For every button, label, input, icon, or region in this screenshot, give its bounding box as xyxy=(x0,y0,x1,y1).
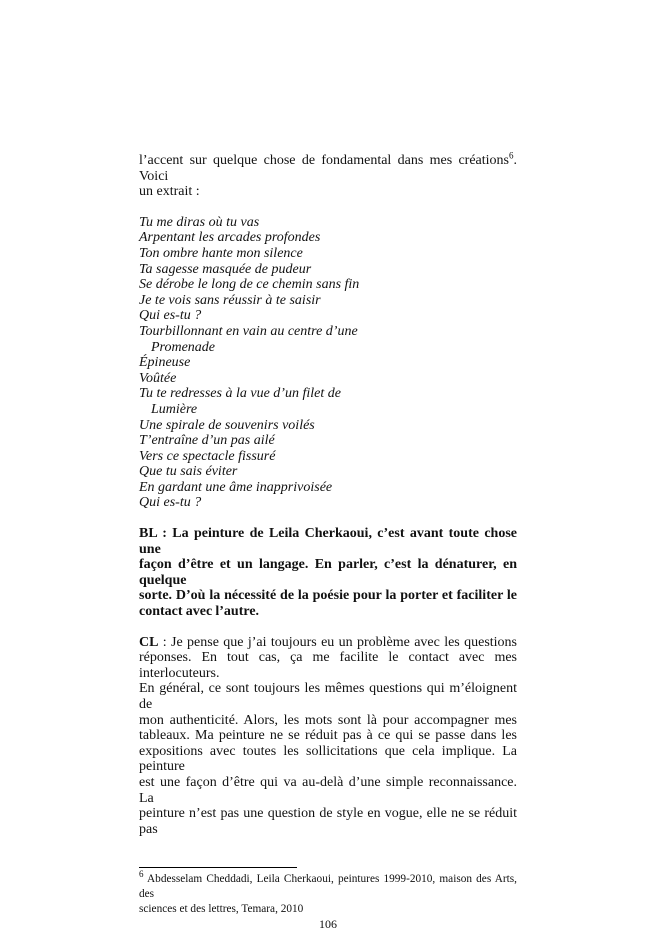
speaker-label: CL xyxy=(139,634,159,650)
poem xyxy=(139,215,517,511)
cl-line: tableaux. Ma peinture ne se réduit pas à ce qui se passe dans les xyxy=(139,728,517,744)
poem-line: T’entraîne d’un pas ailé xyxy=(139,433,275,449)
poem-line: Ton ombre hante mon silence xyxy=(139,245,303,261)
cl-line: est une façon d’être qui va au-delà d’une simple reconnaissance. La xyxy=(139,774,517,806)
poem-line: Lumière xyxy=(151,401,198,417)
cl-line: réponses. En tout cas, ça me facilite le contact avec mes interlocuteurs. xyxy=(139,650,517,681)
bl-line: sorte. D’où la nécessité de la poésie pour la porter et faciliter le xyxy=(139,588,517,604)
poem-line: Qui es-tu ? xyxy=(139,308,202,324)
poem-line: Voûtée xyxy=(139,370,177,386)
poem-line: Épineuse xyxy=(139,355,191,371)
intro-line: un extrait : xyxy=(139,184,200,200)
poem-line: En gardant une âme inapprivoisée xyxy=(139,479,333,495)
cl-text: : Je pense que j’ai toujours eu un problème avec les questions xyxy=(158,634,517,650)
footnote-number: 6 xyxy=(139,869,144,880)
bl-line: façon d’être et un langage. En parler, c’est la dénaturer, en quelque xyxy=(139,557,517,588)
poem-line: Une spirale de souvenirs voilés xyxy=(139,417,315,433)
cl-line: mon authenticité. Alors, les mots sont là pour accompagner mes xyxy=(139,712,517,728)
poem-line: Promenade xyxy=(151,339,216,355)
footnote-line: sciences et des lettres, Temara, 2010 xyxy=(139,903,304,916)
poem-line: Ta sagesse masquée de pudeur xyxy=(139,261,312,277)
cl-line: En général, ce sont toujours les mêmes questions qui m’éloignent de xyxy=(139,681,517,712)
poem-line: Tu me diras où tu vas xyxy=(139,214,260,230)
poem-line: Vers ce spectacle fissuré xyxy=(139,448,276,464)
poem-line: Je te vois sans réussir à te saisir xyxy=(139,292,321,308)
footnote-divider xyxy=(139,867,297,868)
bl-question xyxy=(139,526,517,620)
intro-line xyxy=(139,150,517,184)
footnote-line xyxy=(139,869,517,902)
intro-paragraph xyxy=(139,150,517,200)
footnote-reference[interactable]: 6 xyxy=(509,150,514,161)
intro-text: l’accent sur quelque chose de fondamental dans mes créations xyxy=(139,153,509,168)
page-body xyxy=(139,0,517,932)
intro-text-end: . Voici xyxy=(139,153,517,184)
poem-line: Tourbillonnant en vain au centre d’une xyxy=(139,323,358,339)
page-number: 106 xyxy=(319,917,337,932)
cl-answer xyxy=(139,635,517,838)
bl-line: BL : La peinture de Leila Cherkaoui, c’est avant toute chose une xyxy=(139,526,517,557)
cl-line: expositions avec toutes les sollicitations que cela implique. La peinture xyxy=(139,743,517,775)
footnote-text: Abdesselam Cheddadi, Leila Cherkaoui, peintures 1999-2010, maison des Arts, des xyxy=(139,873,517,901)
poem-line: Que tu sais éviter xyxy=(139,464,238,480)
bl-line: contact avec l’autre. xyxy=(139,604,260,620)
cl-line: peinture n’est pas une question de style en vogue, elle ne se réduit pas xyxy=(139,806,517,837)
poem-line: Arpentant les arcades profondes xyxy=(139,230,321,246)
poem-line: Tu te redresses à la vue d’un filet de xyxy=(139,386,341,402)
footnote xyxy=(139,869,517,917)
poem-line: Qui es-tu ? xyxy=(139,495,202,511)
cl-line xyxy=(139,635,517,651)
poem-line: Se dérobe le long de ce chemin sans fin xyxy=(139,277,360,293)
